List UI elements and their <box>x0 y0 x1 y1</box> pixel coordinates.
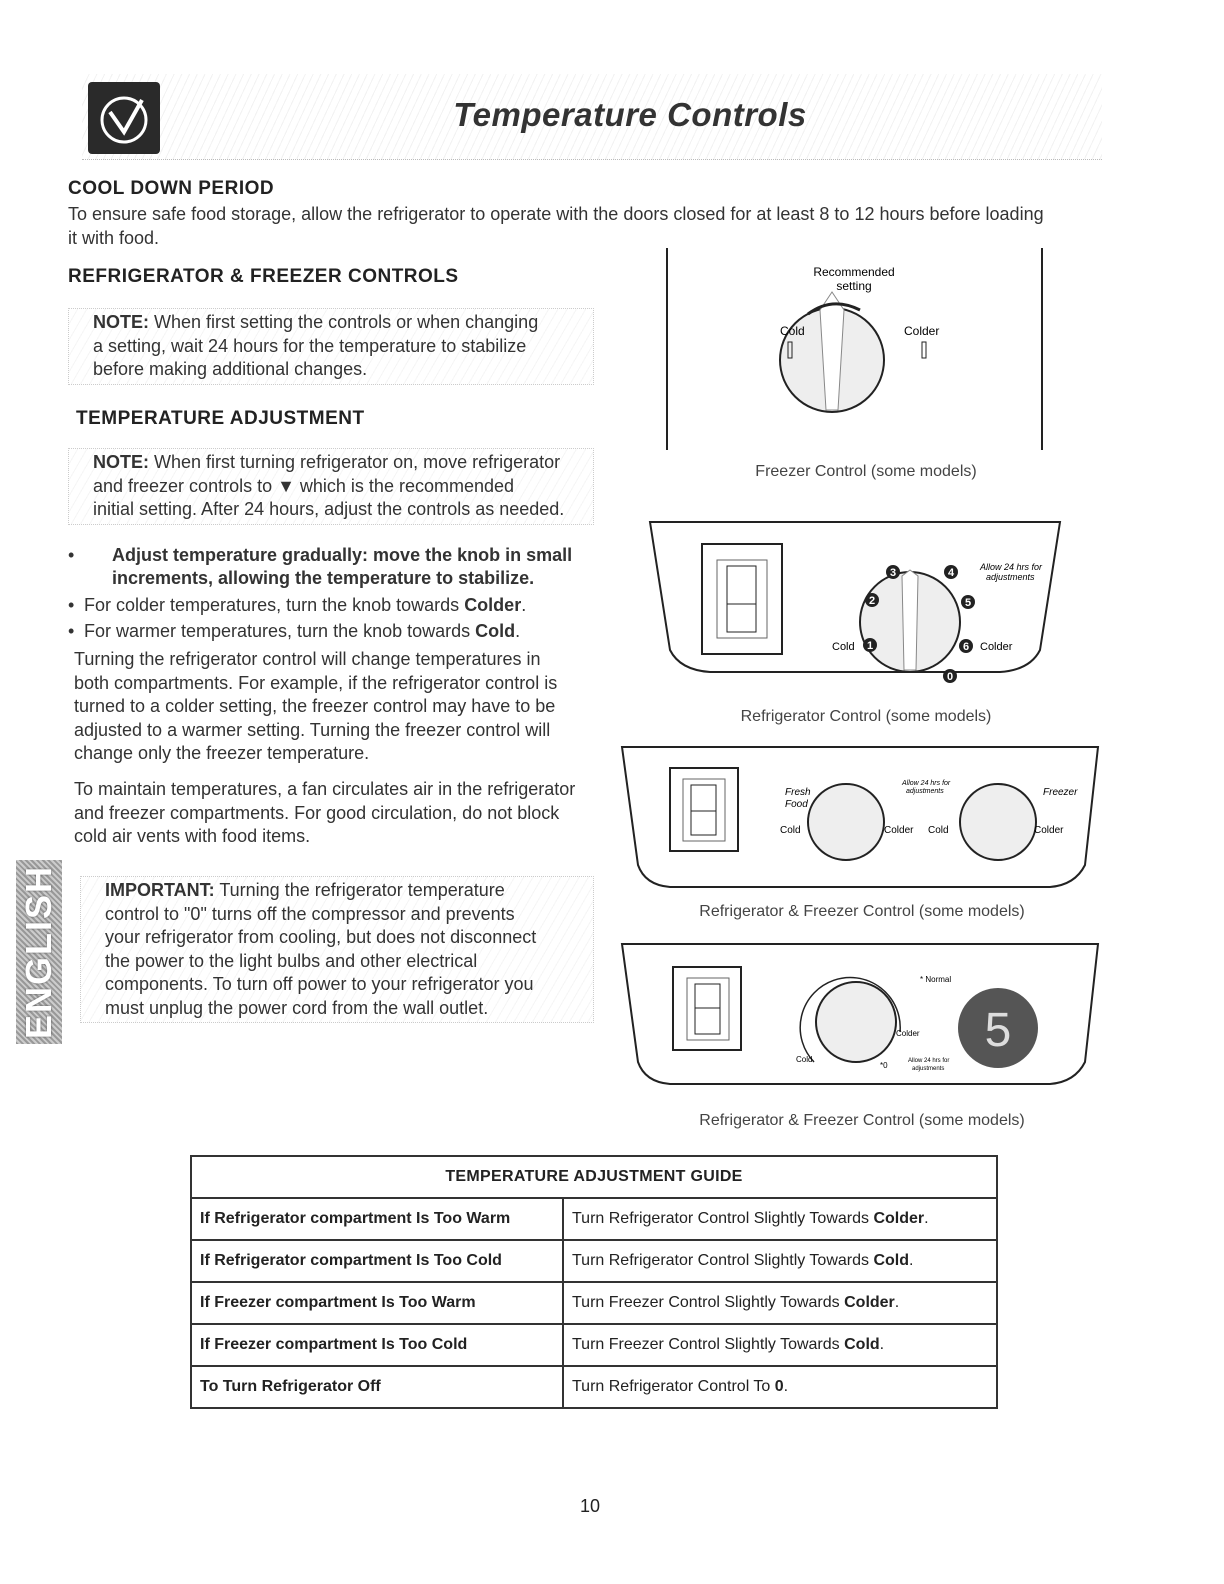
text-line: Adjust temperature gradually: move the knob in small <box>112 545 573 565</box>
thermometer-icon <box>922 342 926 358</box>
note-label: NOTE: <box>93 452 149 472</box>
text-line: When first turning refrigerator on, move refrigerator <box>149 452 561 472</box>
adjustments-label: adjustments <box>912 1066 945 1072</box>
strong: Cold <box>844 1336 880 1353</box>
refrigerator-freezer-control-diagram <box>620 745 1100 893</box>
action-cell <box>563 1324 997 1366</box>
text-line: When first setting the controls or when changing <box>149 312 539 332</box>
action-cell <box>563 1240 997 1282</box>
electronic-control-diagram <box>620 942 1100 1090</box>
text-line: Turning the refrigerator control will change temperatures in <box>74 649 541 669</box>
control-dial[interactable] <box>816 982 896 1062</box>
important-label: IMPORTANT: <box>105 880 215 900</box>
text-line: To ensure safe food storage, allow the refrigerator to operate with the doors closed for at least 8 to 12 hours before loading <box>68 204 1044 224</box>
fresh-food-dial[interactable] <box>808 784 884 860</box>
normal-label: * Normal <box>920 975 952 984</box>
colder-label: Colder <box>884 825 914 836</box>
text-line: turned to a colder setting, the freezer control may have to be <box>74 696 556 716</box>
cold-label: Cold <box>796 1055 813 1064</box>
text: Turn Freezer Control Slightly Towards <box>572 1294 845 1311</box>
dial-number: 1 <box>866 640 874 652</box>
condition-cell: If Refrigerator compartment Is Too Cold <box>191 1240 563 1282</box>
controls-heading: REFRIGERATOR & FREEZER CONTROLS <box>68 266 459 287</box>
text: Turn Freezer Control Slightly Towards <box>572 1336 845 1353</box>
cold-label: Cold <box>832 641 855 653</box>
text: . <box>894 1294 900 1311</box>
table-title: TEMPERATURE ADJUSTMENT GUIDE <box>191 1156 997 1198</box>
adjustment-note <box>68 448 594 525</box>
text-line: before making additional changes. <box>93 359 368 379</box>
text-line: To maintain temperatures, a fan circulates air in the refrigerator <box>74 779 576 799</box>
text-line: must unplug the power cord from the wall outlet. <box>105 997 489 1018</box>
text: Turn Refrigerator Control Slightly Towards <box>572 1210 874 1227</box>
dial-number: 5 <box>964 597 972 609</box>
dial-number: 2 <box>868 595 876 607</box>
strong: Colder <box>873 1210 925 1227</box>
text: . <box>515 621 521 641</box>
recommended-label: Recommended <box>813 265 895 279</box>
adjustment-heading: TEMPERATURE ADJUSTMENT <box>76 408 365 429</box>
temperature-adjustment-guide-table <box>190 1155 998 1409</box>
strong: Colder <box>464 595 522 615</box>
allow-24-hrs-label: Allow 24 hrs for <box>908 1058 950 1064</box>
text-line: both compartments. For example, if the refrigerator control is <box>74 672 558 693</box>
text-line: it with food. <box>68 227 160 248</box>
text-line: components. To turn off power to your refrigerator you <box>105 974 534 994</box>
side-tab-label: ENGLISH <box>18 864 60 1040</box>
action-cell <box>563 1366 997 1408</box>
allow-24-hrs-label: Allow 24 hrs for <box>902 780 951 787</box>
dial-number: 0 <box>946 671 954 683</box>
text: For warmer temperatures, turn the knob towards <box>84 621 476 641</box>
dial-number: 6 <box>962 641 970 653</box>
text-line: and freezer controls to ▼ which is the recommended <box>93 475 515 496</box>
condition-cell: If Freezer compartment Is Too Cold <box>191 1324 563 1366</box>
text: . <box>879 1336 885 1353</box>
colder-label: Colder <box>904 324 940 338</box>
text-line: cold air vents with food items. <box>74 826 311 846</box>
zero-label: *0 <box>880 1061 888 1070</box>
diagram-caption: Freezer Control (some models) <box>755 463 977 480</box>
action-cell <box>563 1282 997 1324</box>
colder-label: Colder <box>980 641 1013 653</box>
strong: Cold <box>475 621 516 641</box>
food-label: Food <box>785 799 808 810</box>
strong: 0 <box>774 1378 784 1395</box>
diagram-caption: Refrigerator & Freezer Control (some models) <box>699 1112 1025 1129</box>
text: Turn Refrigerator Control To <box>572 1378 775 1395</box>
page-number: 10 <box>580 1496 601 1516</box>
dial-number: 3 <box>889 567 897 579</box>
text-line: change only the freezer temperature. <box>74 743 370 763</box>
condition-cell: To Turn Refrigerator Off <box>191 1366 563 1408</box>
table-row <box>191 1366 997 1408</box>
text: . <box>909 1252 914 1269</box>
freezer-dial[interactable] <box>960 784 1036 860</box>
cold-label: Cold <box>780 324 805 338</box>
condition-cell: If Freezer compartment Is Too Warm <box>191 1282 563 1324</box>
allow-24-hrs-label: Allow 24 hrs for <box>980 562 1043 572</box>
setting-label: setting <box>836 279 872 293</box>
paragraph <box>74 648 557 766</box>
table-row <box>191 1324 997 1366</box>
text-line: your refrigerator from cooling, but does not disconnect <box>105 927 537 947</box>
fresh-label: Fresh <box>785 787 811 798</box>
table-row <box>191 1240 997 1282</box>
condition-cell: If Refrigerator compartment Is Too Warm <box>191 1198 563 1240</box>
text: . <box>924 1210 929 1227</box>
cold-label: Cold <box>928 825 949 836</box>
strong: Cold <box>873 1252 909 1269</box>
action-cell <box>563 1198 997 1240</box>
text-line: a setting, wait 24 hours for the temperature to stabilize <box>93 335 527 356</box>
table-row <box>191 1282 997 1324</box>
text-line: control to "0" turns off the compressor and prevents <box>105 903 515 924</box>
cool-down-heading: COOL DOWN PERIOD <box>68 178 275 199</box>
diagram-caption: Refrigerator & Freezer Control (some models) <box>699 903 1025 920</box>
strong: Colder <box>844 1294 895 1311</box>
adjustments-label: adjustments <box>986 572 1035 582</box>
controls-note <box>68 308 594 385</box>
text: Turn Refrigerator Control Slightly Towards <box>572 1252 874 1269</box>
text: . <box>783 1378 789 1395</box>
freezer-control-diagram <box>620 240 1100 455</box>
text: For colder temperatures, turn the knob towards <box>84 595 465 615</box>
cold-label: Cold <box>780 825 801 836</box>
important-note <box>80 876 594 1023</box>
text-line: adjusted to a warmer setting. Turning the freezer control will <box>74 719 551 740</box>
colder-label: Colder <box>1034 825 1064 836</box>
colder-label: Colder <box>896 1029 920 1038</box>
adjustments-label: adjustments <box>906 788 944 795</box>
text-line: Turning the refrigerator temperature <box>214 880 505 900</box>
text-line: increments, allowing the temperature to stabilize. <box>112 568 535 588</box>
language-side-tab <box>16 860 62 1044</box>
diagram-caption: Refrigerator Control (some models) <box>740 708 992 725</box>
dial-number: 4 <box>947 567 955 579</box>
thermostat-dial-icon <box>88 82 160 154</box>
text: . <box>521 595 527 615</box>
page-title: Temperature Controls <box>453 96 807 133</box>
text-line: and freezer compartments. For good circulation, do not block <box>74 802 560 823</box>
text-line: initial setting. After 24 hours, adjust the controls as needed. <box>93 499 565 519</box>
text-line: the power to the light bulbs and other electrical <box>105 950 478 971</box>
display-digit: 5 <box>984 1004 1012 1057</box>
note-label: NOTE: <box>93 312 149 332</box>
table-row <box>191 1198 997 1240</box>
paragraph <box>74 778 575 849</box>
freezer-label: Freezer <box>1043 787 1078 798</box>
refrigerator-control-diagram <box>620 510 1100 695</box>
